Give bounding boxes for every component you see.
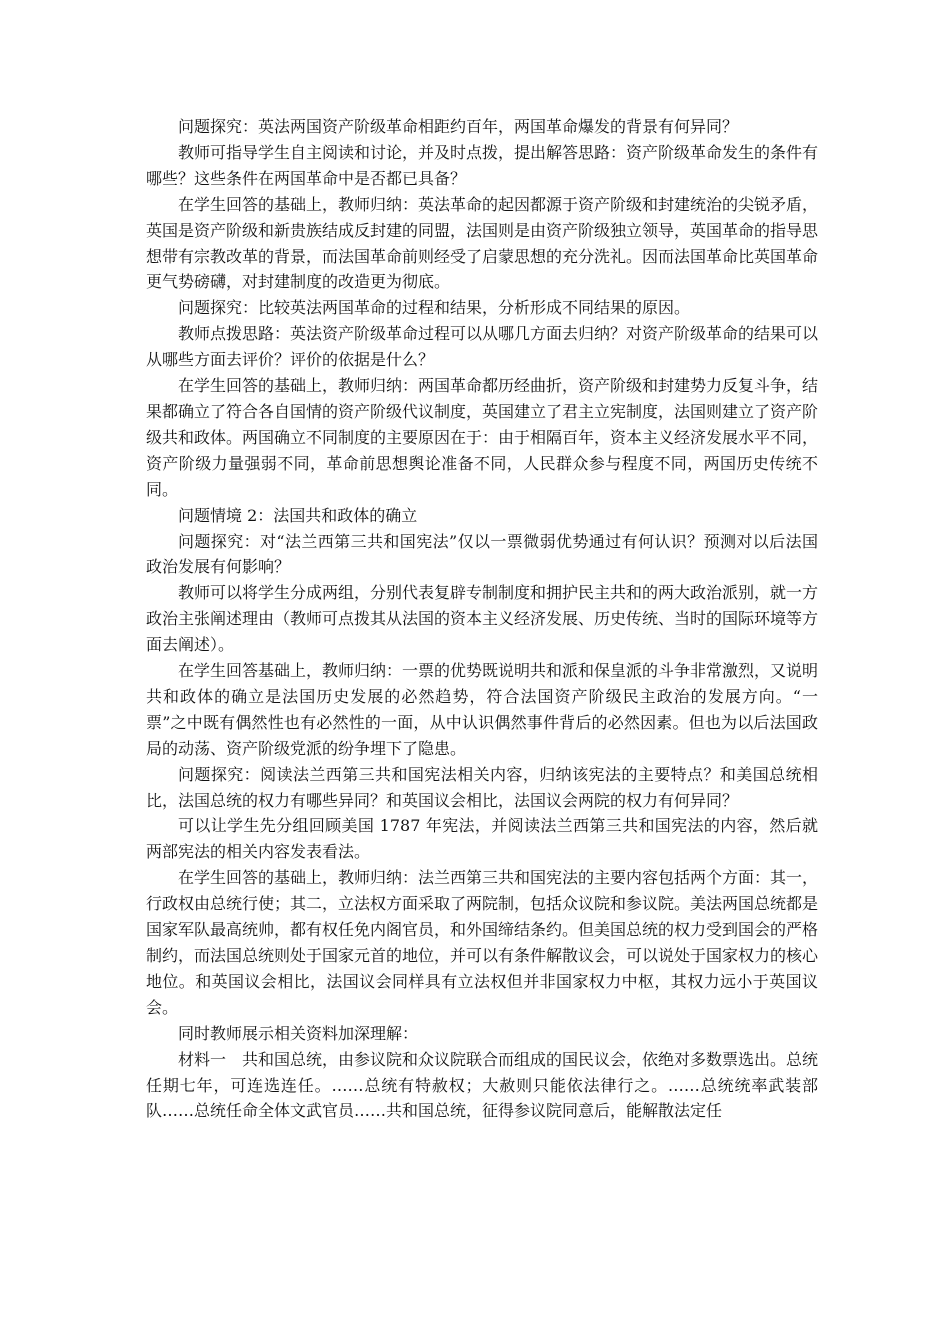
paragraph-summary-one-vote: 在学生回答基础上，教师归纳：一票的优势既说明共和派和保皇派的斗争非常激烈，又说明共和政体的确立是法国历史发展的必然趋势，符合法国资产阶级民主政治的发展方向。“一票”之中既有偶然性也有必然性的一面，从中认识偶然事件背后的必然因素。但也为以后法国政局的动荡、资产阶级党派的纷争埋下了隐患。: [146, 661, 819, 758]
paragraph-scenario-heading: 问题情境 2：法国共和政体的确立: [178, 505, 418, 525]
paragraph-teacher-guidance: 教师可指导学生自主阅读和讨论，并及时点拨，提出解答思路：资产阶级革命发生的条件有哪些？这些条件在两国革命中是否都已具备？: [146, 142, 819, 188]
paragraph-question-background: 问题探究：英法两国资产阶级革命相距约百年，两国革命爆发的背景有何异同？: [178, 117, 739, 136]
paragraph-question-constitution: 问题探究：阅读法兰西第三共和国宪法相关内容，归纳该宪法的主要特点？和美国总统相比，法国总统的权力有哪些异同？和英国议会相比，法国议会两院的权力有何异同？: [146, 764, 818, 810]
paragraph-materials-intro: 同时教师展示相关资料加深理解：: [178, 1023, 419, 1043]
document-body: [146, 114, 818, 1124]
paragraph-group-debate: 教师可以将学生分成两组，分别代表复辟专制制度和拥护民主共和的两大政治派别，就一方政治主张阐述理由（教师可点拨其从法国的资本主义经济发展、历史传统、当时的国际环境等方面去阐述）。: [146, 583, 819, 655]
paragraph-review-1787: 可以让学生先分组回顾美国 1787 年宪法，并阅读法兰西第三共和国宪法的内容，然后就两部宪法的相关内容发表看法。: [146, 816, 818, 862]
paragraph-teacher-hint: 教师点拨思路：英法资产阶级革命过程可以从哪几方面去归纳？对资产阶级革命的结果可以从哪些方面去评价？评价的依据是什么？: [146, 324, 819, 370]
paragraph-question-process: 问题探究：比较英法两国革命的过程和结果，分析形成不同结果的原因。: [178, 298, 691, 318]
paragraph-summary-constitution: 在学生回答的基础上，教师归纳：法兰西第三共和国宪法的主要内容包括两个方面：其一，行政权由总统行使；其二，立法权方面采取了两院制，包括众议院和参议院。美法两国总统都是国家军队最高统帅，都有权任免内阁官员，和外国缔结条约。但美国总统的权力受到国会的严格制约，而法国总统则处于国家元首的地位，并可以有条件解散议会，可以说处于国家权力的核心地位。和英国议会相比，法国议会同样具有立法权但并非国家权力中枢，其权力远小于英国议会。: [146, 868, 819, 1017]
paragraph-material-one: 材料一 共和国总统，由参议院和众议院联合而组成的国民议会，依绝对多数票选出。总统任期七年，可连选连任。……总统有特赦权；大赦则只能依法律行之。……总统统率武装部队……总统任命全体文武官员……共和国总统，征得参议院同意后，能解散法定任: [146, 1049, 819, 1121]
paragraph-summary-results: 在学生回答的基础上，教师归纳：两国革命都历经曲折，资产阶级和封建势力反复斗争，结果都确立了符合各自国情的资产阶级代议制度，英国建立了君主立宪制度，法国则建立了资产阶级共和政体。两国确立不同制度的主要原因在于：由于相隔百年，资本主义经济发展水平不同，资产阶级力量强弱不同，革命前思想舆论准备不同，人民群众参与程度不同，两国历史传统不同。: [146, 376, 819, 499]
paragraph-question-one-vote: 问题探究：对“法兰西第三共和国宪法”仅以一票微弱优势通过有何认识？预测对以后法国政治发展有何影响？: [146, 531, 818, 577]
paragraph-summary-causes: 在学生回答的基础上，教师归纳：英法革命的起因都源于资产阶级和封建统治的尖锐矛盾，英国是资产阶级和新贵族结成反封建的同盟，法国则是由资产阶级独立领导，英国革命的指导思想带有宗教改革的背景，而法国革命前则经受了启蒙思想的充分洗礼。因而法国革命比英国革命更气势磅礴，对封建制度的改造更为彻底。: [146, 194, 819, 292]
